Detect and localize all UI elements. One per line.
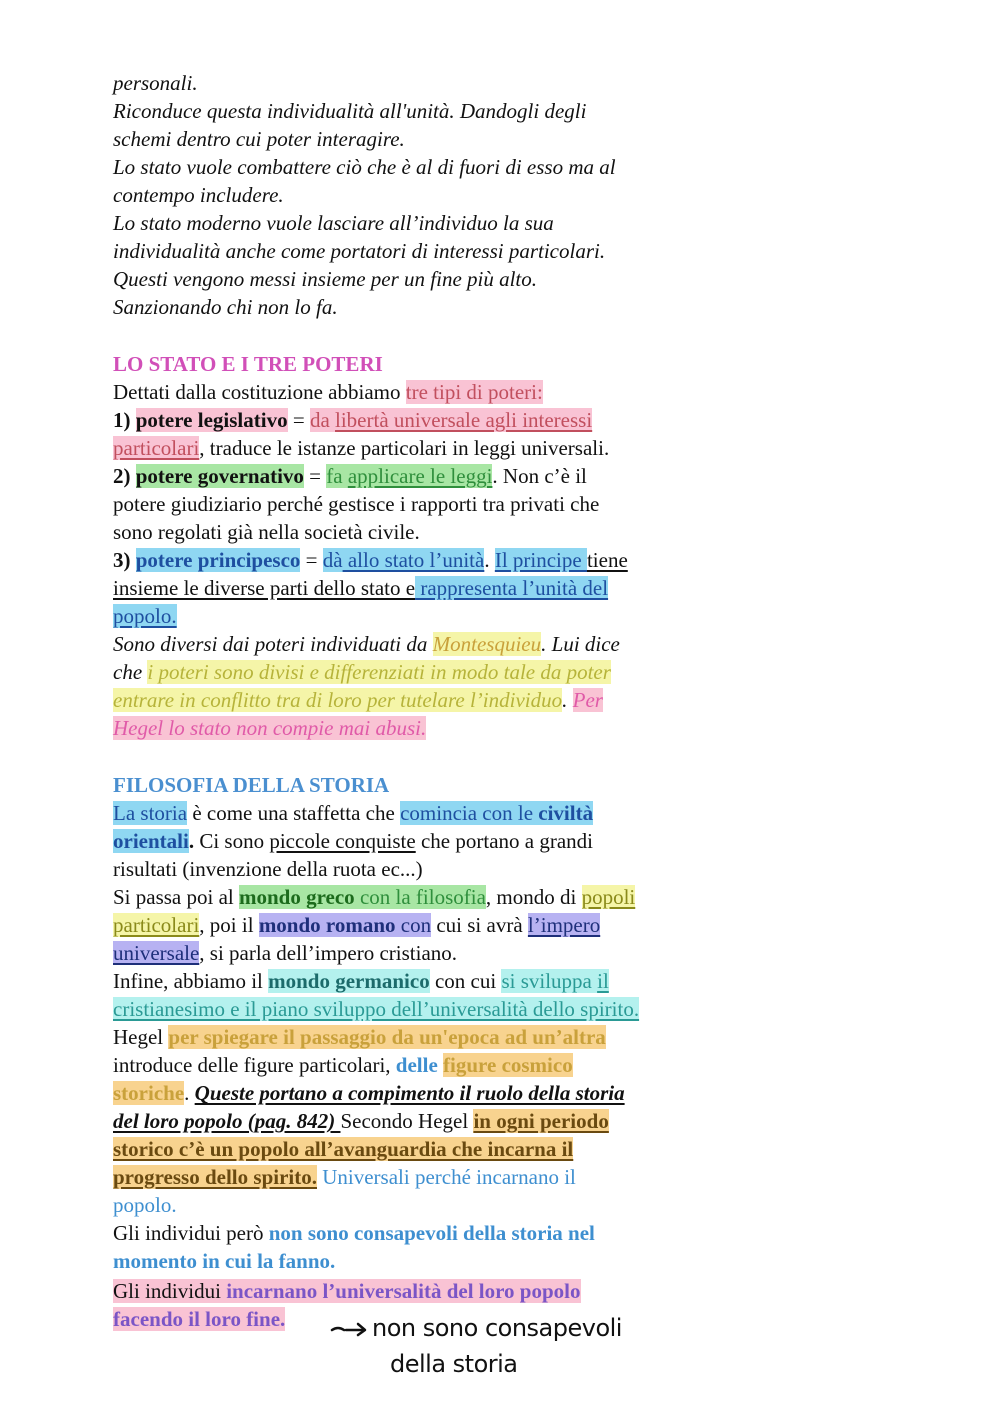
highlight: i poteri sono divisi e differenziati in modo tale da poter <box>147 660 611 684</box>
text: insieme le diverse parti dello stato e <box>113 576 416 600</box>
term-highlight: potere governativo <box>135 464 304 488</box>
text: . Non c’è il <box>492 464 587 488</box>
text: individualità anche come portatori di interessi particolari. <box>113 239 606 263</box>
text: , poi il <box>199 913 259 937</box>
highlight: facendo il loro fine. <box>113 1307 286 1331</box>
text: personali. <box>113 71 198 95</box>
text-line <box>113 939 457 967</box>
text-line <box>113 434 609 462</box>
highlight: La storia <box>113 801 188 825</box>
highlight: orientali <box>113 829 189 853</box>
highlight: applicare le leggi <box>347 464 493 488</box>
text-line <box>113 69 198 97</box>
text: , mondo di <box>485 885 582 909</box>
text-line <box>113 546 628 574</box>
text: Gli individui però <box>113 1221 269 1245</box>
highlight: comincia con le <box>400 801 539 825</box>
text: momento in cui la fanno. <box>113 1249 336 1273</box>
text: potere giudiziario perché gestisce i rapporti tra privati che <box>113 492 600 516</box>
text-line <box>113 827 593 855</box>
text-line <box>113 490 599 518</box>
list-number: 1) <box>113 408 136 432</box>
highlight: in ogni periodo <box>473 1109 609 1133</box>
highlight: Hegel lo stato non compie mai abusi. <box>113 716 427 740</box>
text-line <box>113 1051 573 1079</box>
heading-text: FILOSOFIA DELLA STORIA <box>113 773 390 797</box>
text: . <box>562 688 573 712</box>
text-line <box>113 1107 609 1135</box>
text-line <box>113 1305 285 1333</box>
text: Hegel <box>113 1025 169 1049</box>
text: Si passa poi al <box>113 885 239 909</box>
text: cui si avrà <box>431 913 528 937</box>
text: popolo. <box>113 1193 177 1217</box>
text: Queste portano a compimento il ruolo della storia <box>194 1081 625 1105</box>
text-line <box>113 1219 595 1247</box>
highlight: con <box>395 913 432 937</box>
highlight: si sviluppa <box>501 969 598 993</box>
text-line <box>113 799 593 827</box>
text-line <box>113 995 639 1023</box>
text: risultati (invenzione della ruota ec...) <box>113 857 423 881</box>
text-line <box>113 602 177 630</box>
text: , si parla dell’impero cristiano. <box>199 941 458 965</box>
text: è come una staffetta che <box>187 801 401 825</box>
text-line <box>113 97 586 125</box>
list-number: 3) <box>113 548 136 572</box>
text-line <box>113 1023 606 1051</box>
text: . Lui dice <box>541 632 620 656</box>
text-line <box>113 1135 573 1163</box>
highlight: da <box>309 408 336 432</box>
text-line <box>113 518 420 546</box>
text: che <box>113 660 148 684</box>
text-line <box>113 911 600 939</box>
text-line <box>113 237 605 265</box>
highlight: libertà universale agli interessi <box>335 408 593 432</box>
highlight: il <box>597 969 609 993</box>
text: del loro popolo (pag. 842) <box>113 1109 341 1133</box>
text: contempo includere. <box>113 183 284 207</box>
arrow-icon <box>330 1318 370 1340</box>
text-line <box>113 378 543 406</box>
highlight: fa <box>326 464 348 488</box>
text: Questi vengono messi insieme per un fine più alto. <box>113 267 538 291</box>
text: sono regolati già nella società civile. <box>113 520 420 544</box>
text: schemi dentro cui poter interagire. <box>113 127 405 151</box>
highlight: dà <box>322 548 343 572</box>
term-highlight: potere principesco <box>135 548 301 572</box>
highlight: universale <box>113 941 200 965</box>
text-line <box>113 1163 576 1191</box>
text: Lo stato moderno vuole lasciare all’individuo la sua <box>113 211 554 235</box>
text-line <box>113 1277 581 1305</box>
text-line <box>113 209 554 237</box>
list-number: 2) <box>113 464 136 488</box>
text: = <box>303 464 327 488</box>
highlight: Per <box>572 688 603 712</box>
text: . <box>484 548 495 572</box>
text-line <box>113 630 620 658</box>
section-heading <box>113 771 389 799</box>
text: non sono consapevoli <box>372 1314 622 1342</box>
text: della storia <box>390 1350 518 1378</box>
highlight: incarnano l’universalità del loro popolo <box>226 1279 581 1303</box>
text-line <box>113 125 405 153</box>
text-line <box>113 1191 177 1219</box>
highlight: entrare in conflitto tra di loro per tutelare l’individuo <box>113 688 563 712</box>
highlight: tre tipi di poteri: <box>405 380 543 404</box>
text: Dettati dalla costituzione abbiamo <box>113 380 406 404</box>
heading-text: LO STATO E I TRE POTERI <box>113 352 383 376</box>
text-line <box>113 714 426 742</box>
text: Lo stato vuole combattere ciò che è al di fuori di esso ma al <box>113 155 616 179</box>
highlight: storiche <box>113 1081 185 1105</box>
highlight: mondo romano <box>258 913 396 937</box>
text-line <box>113 686 603 714</box>
highlight: l’impero <box>527 913 601 937</box>
text-line <box>113 883 635 911</box>
text-line <box>113 658 611 686</box>
highlight: rappresenta l’unità del <box>415 576 609 600</box>
text: = <box>300 548 323 572</box>
text: . <box>184 1081 195 1105</box>
text: non sono consapevoli della storia nel <box>268 1221 595 1245</box>
highlight: per spiegare il passaggio da un'epoca ad un’altra <box>168 1025 606 1049</box>
text: che portano a grandi <box>415 829 593 853</box>
text: Sono diversi dai poteri individuati da <box>113 632 433 656</box>
highlight: particolari <box>113 436 200 460</box>
text-line <box>113 181 284 209</box>
highlight: Il principe <box>494 548 587 572</box>
text-line <box>113 1079 625 1107</box>
text: Secondo Hegel <box>340 1109 474 1133</box>
text-line <box>113 462 587 490</box>
highlight: cristianesimo e il piano sviluppo dell’universalità dello spirito. <box>113 997 640 1021</box>
highlight: Gli individui <box>113 1279 227 1303</box>
text-line <box>113 1247 335 1275</box>
highlight: mondo greco <box>239 885 355 909</box>
highlight: progresso dello spirito. <box>113 1165 317 1189</box>
text: introduce delle figure particolari, <box>113 1053 396 1077</box>
text-line <box>113 406 592 434</box>
text-line <box>113 967 609 995</box>
section-heading <box>113 350 383 378</box>
highlight: popolo. <box>113 604 177 628</box>
highlight: figure cosmico <box>443 1053 573 1077</box>
text-line <box>113 153 616 181</box>
highlight: allo stato l’unità <box>342 548 485 572</box>
highlight: Montesquieu <box>432 632 542 656</box>
highlight: storico c’è un popolo all’avanguardia che incarna il <box>113 1137 574 1161</box>
text-line <box>113 265 537 293</box>
text-line <box>113 855 423 883</box>
text: Sanzionando chi non lo fa. <box>113 295 338 319</box>
text-line <box>113 574 608 602</box>
text: Universali perché incarnano il <box>316 1165 576 1189</box>
text: con cui <box>429 969 502 993</box>
highlight: mondo germanico <box>268 969 430 993</box>
text: = <box>287 408 310 432</box>
text: Riconduce questa individualità all'unità. Dandogli degli <box>113 99 587 123</box>
text: delle <box>395 1053 444 1077</box>
text: piccole conquiste <box>269 829 416 853</box>
highlight: popoli <box>581 885 636 909</box>
text: . <box>188 829 195 853</box>
text: tiene <box>586 548 628 572</box>
highlight: particolari <box>113 913 200 937</box>
text-line <box>113 293 338 321</box>
handwritten-note-line2 <box>390 1350 518 1378</box>
term-highlight: potere legislativo <box>135 408 288 432</box>
handwritten-note-line1 <box>372 1314 622 1342</box>
text: , traduce le istanze particolari in leggi universali. <box>199 436 610 460</box>
highlight: con la filosofia <box>354 885 486 909</box>
text: Infine, abbiamo il <box>113 969 269 993</box>
text: Ci sono <box>194 829 270 853</box>
highlight: civiltà <box>538 801 594 825</box>
